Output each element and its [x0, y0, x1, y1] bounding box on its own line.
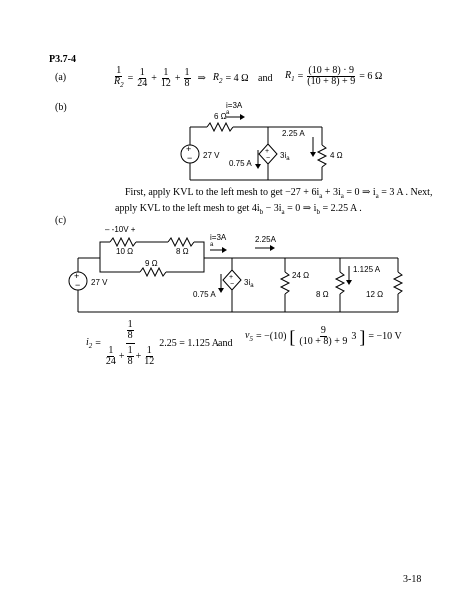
svg-text:+: + — [186, 144, 192, 154]
part-c-eq-i2: $i_2$ = $\frac{1}{8}$ $\frac{1}{24}$ + $\frac{1}{8}$ + $\frac{1}{12}$ 2.25 = 1.125 A — [86, 319, 220, 367]
eq1-term-1: $\frac{1}{24}$ — [137, 66, 148, 89]
resistor-8-ohm — [336, 272, 344, 294]
label-6-ohm: 6 Ω — [214, 112, 227, 121]
label-ia: i=3A — [226, 101, 243, 110]
label-0-75a: 0.75 A — [229, 159, 252, 168]
svg-text:−: − — [75, 280, 81, 290]
label-4-ohm: 4 Ω — [330, 151, 343, 160]
svg-text:a: a — [210, 242, 214, 248]
svg-text:+: + — [265, 148, 270, 155]
part-a-label: (a) — [55, 72, 67, 83]
part-c-and: and — [218, 338, 233, 349]
resistor-10-ohm — [110, 238, 136, 246]
resistor-8-ohm-top — [168, 238, 194, 246]
label-dep-3ia-c: $3i_a$ — [244, 278, 254, 289]
label-27v: 27 V — [203, 151, 220, 160]
part-b-label: (b) — [55, 102, 67, 113]
svg-text:−: − — [187, 153, 193, 163]
eq2-frac: $\frac{(10 + 8) \cdot 9}{(10 + 8) + 9}$ — [307, 65, 356, 87]
part-a-and: and — [258, 73, 273, 84]
svg-text:a: a — [226, 110, 230, 116]
label-ia-c: i=3A — [210, 233, 227, 242]
part-c-label: (c) — [55, 215, 67, 226]
part-a-eq1: $\frac{1}{R_2}$ = $\frac{1}{24}$ + $\frac{1}{12}$ + $\frac{1}{8}$ ⇒ $R_2$ = 4 Ω — [114, 65, 249, 89]
label-12-ohm: 12 Ω — [366, 290, 384, 299]
label-0-75a-c: 0.75 A — [193, 290, 216, 299]
resistor-9-ohm — [140, 268, 166, 276]
label-10-ohm: 10 Ω — [116, 247, 134, 256]
label-minus-10v: – -10V + — [105, 225, 136, 234]
label-27v-c: 27 V — [91, 278, 108, 287]
part-a-eq2: $R_1$ = $\frac{(10 + 8) \cdot 9}{(10 + 8) + 9}$ = 6 Ω — [285, 65, 383, 87]
problem-label: P3.7-4 — [49, 54, 76, 65]
label-2-25a-c: 2.25A — [255, 235, 276, 244]
eq-i2-bigfrac: $\frac{1}{8}$ $\frac{1}{24}$ + $\frac{1}{8}$ + $\frac{1}{12}$ — [105, 319, 155, 367]
part-b-explanation-1: First, apply KVL to the left mesh to get $-27 + 6i_a + 3i_a = 0$ ⇒ $i_a = 3$ A . Next, — [125, 187, 433, 200]
label-24-ohm: 24 Ω — [292, 271, 310, 280]
label-8-ohm: 8 Ω — [316, 290, 329, 299]
label-1-125a: 1.125 A — [353, 265, 381, 274]
label-9-ohm: 9 Ω — [145, 259, 158, 268]
eq1-result: $R_2$ — [212, 71, 223, 85]
page-number: 3-18 — [403, 574, 422, 585]
eq1-term-3: $\frac{1}{8}$ — [184, 66, 190, 89]
svg-text:+: + — [229, 274, 234, 281]
svg-text:−: − — [230, 281, 235, 288]
resistor-24-ohm — [281, 272, 289, 294]
svg-text:−: − — [266, 155, 271, 162]
label-2-25a: 2.25 A — [282, 129, 305, 138]
part-c-eq-v: $v_5$ = −(10) [ $\frac{9}{(10 + 8) + 9}$ 3 ] = −10 V — [245, 325, 402, 347]
resistor-12-ohm — [394, 272, 402, 294]
label-dep-3ia: $3i_a$ — [280, 151, 290, 162]
svg-text:+: + — [74, 271, 80, 281]
part-b-explanation-2: apply KVL to the left mesh to get $4i_b - 3i_a = 0$ ⇒ $i_b = 2.25$ A . — [115, 203, 362, 216]
eq1-term-2: $\frac{1}{12}$ — [160, 66, 171, 89]
eq1-lhs-frac: $\frac{1}{R_2}$ — [114, 65, 124, 89]
label-8-ohm-top: 8 Ω — [176, 247, 189, 256]
